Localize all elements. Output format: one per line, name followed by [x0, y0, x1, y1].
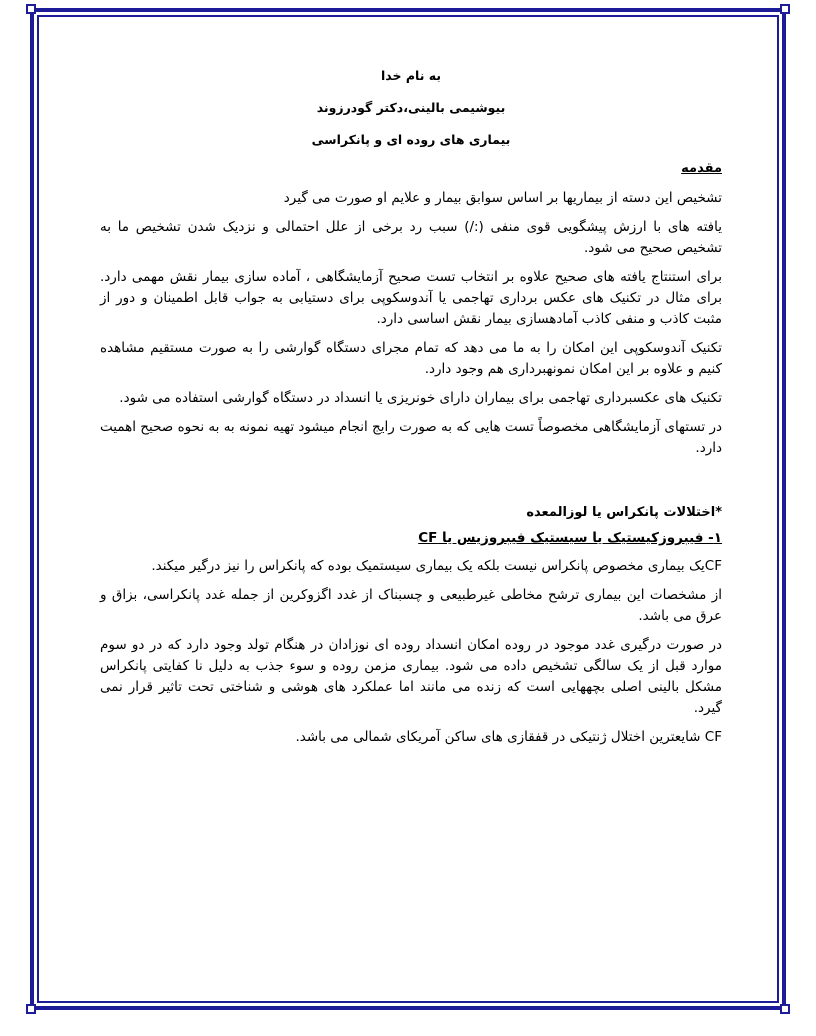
intro-paragraph-4: تکنیک آندوسکوپی این امکان را به ما می دهد که تمام مجرای دستگاه گوارشی را به صورت مستقیم مشاهده کنیم و علاوه بر این امکان نمونهبرداری هم وجود دارد.: [100, 340, 722, 377]
pancreas-disorders-heading: *اختلالات پانکراس یا لوزالمعده: [526, 505, 722, 520]
cf-paragraph-3: در صورت درگیری غدد موجود در روده امکان انسداد روده ای نوزادان در هنگام تولد وجود دارد که در دو سوم موارد قبل از یک سالگی تشخیص داده می شود. بیماری مزمن روده و سوء جذب به دلیل نا کفایتی پانکراس مشکل بالینی اصلی بچههایی است که زنده می مانند اما عملکرد های هوشی و شناختی تحت تاثیر قرار نمی گیرد.: [100, 637, 722, 716]
border-corner-bottom-right: [780, 1004, 790, 1014]
section-spacer: [100, 467, 722, 505]
cf-paragraph-1: CFیک بیماری مخصوص پانکراس نیست بلکه یک بیماری سیستمیک بوده که پانکراس را نیز درگیر میکند.: [151, 558, 722, 574]
intro-paragraph-6: در تستهای آزمایشگاهی مخصوصاً تست هایی که به صورت رایج انجام میشود تهیه نمونه به به نحوه صحیح اهمیت دارد.: [100, 419, 722, 456]
document-page: [100, 68, 722, 756]
cf-subheading: ۱- فیبروزکیستیک یا سیستیک فیبروزیس یا CF: [418, 530, 722, 546]
intro-paragraph-5: تکنیک های عکسبرداری تهاجمی برای بیماران دارای خونریزی یا انسداد در دستگاه گوارشی استفاده می شود.: [119, 390, 722, 406]
intro-paragraph-3: برای استنتاج یافته های صحیح علاوه بر انتخاب تست صحیح آزمایشگاهی ، آماده سازی بیمار نقش مهمی دارد. برای مثال در تکنیک های عکس برداری تهاجمی یا آندوسکوپی برای دستیابی به جواب قابل اطمینان و دور از مثبت کاذب و منفی کاذب آمادهسازی بیمار نقش اساسی دارد.: [100, 269, 722, 327]
cf-paragraph-4: CF شایعترین اختلال ژنتیکی در قفقازی های ساکن آمریکای شمالی می باشد.: [295, 729, 722, 745]
intro-heading: مقدمه: [681, 161, 722, 176]
document-title: بیماری های روده ای و پانکراسی: [311, 132, 511, 147]
border-corner-bottom-left: [26, 1004, 36, 1014]
cf-paragraph-2: از مشخصات این بیماری ترشح مخاطی غیرطبیعی و چسبناک از غدد اگزوکرین از جمله غدد پانکراسی، بزاق و عرق می باشد.: [100, 587, 722, 624]
border-corner-top-right: [780, 4, 790, 14]
course-title: بیوشیمی بالینی،دکتر گودرزوند: [316, 100, 506, 115]
border-corner-top-left: [26, 4, 36, 14]
basmala-heading: به نام خدا: [380, 68, 442, 83]
intro-paragraph-2: یافته های با ارزش پیشگویی قوی منفی (:/) سبب رد برخی از علل احتمالی و نزدیک شدن تشخیص ما به تشخیص صحیح می شود.: [100, 219, 722, 256]
intro-paragraph-1: تشخیص این دسته از بیماریها بر اساس سوابق بیمار و علایم او صورت می گیرد: [283, 190, 722, 206]
